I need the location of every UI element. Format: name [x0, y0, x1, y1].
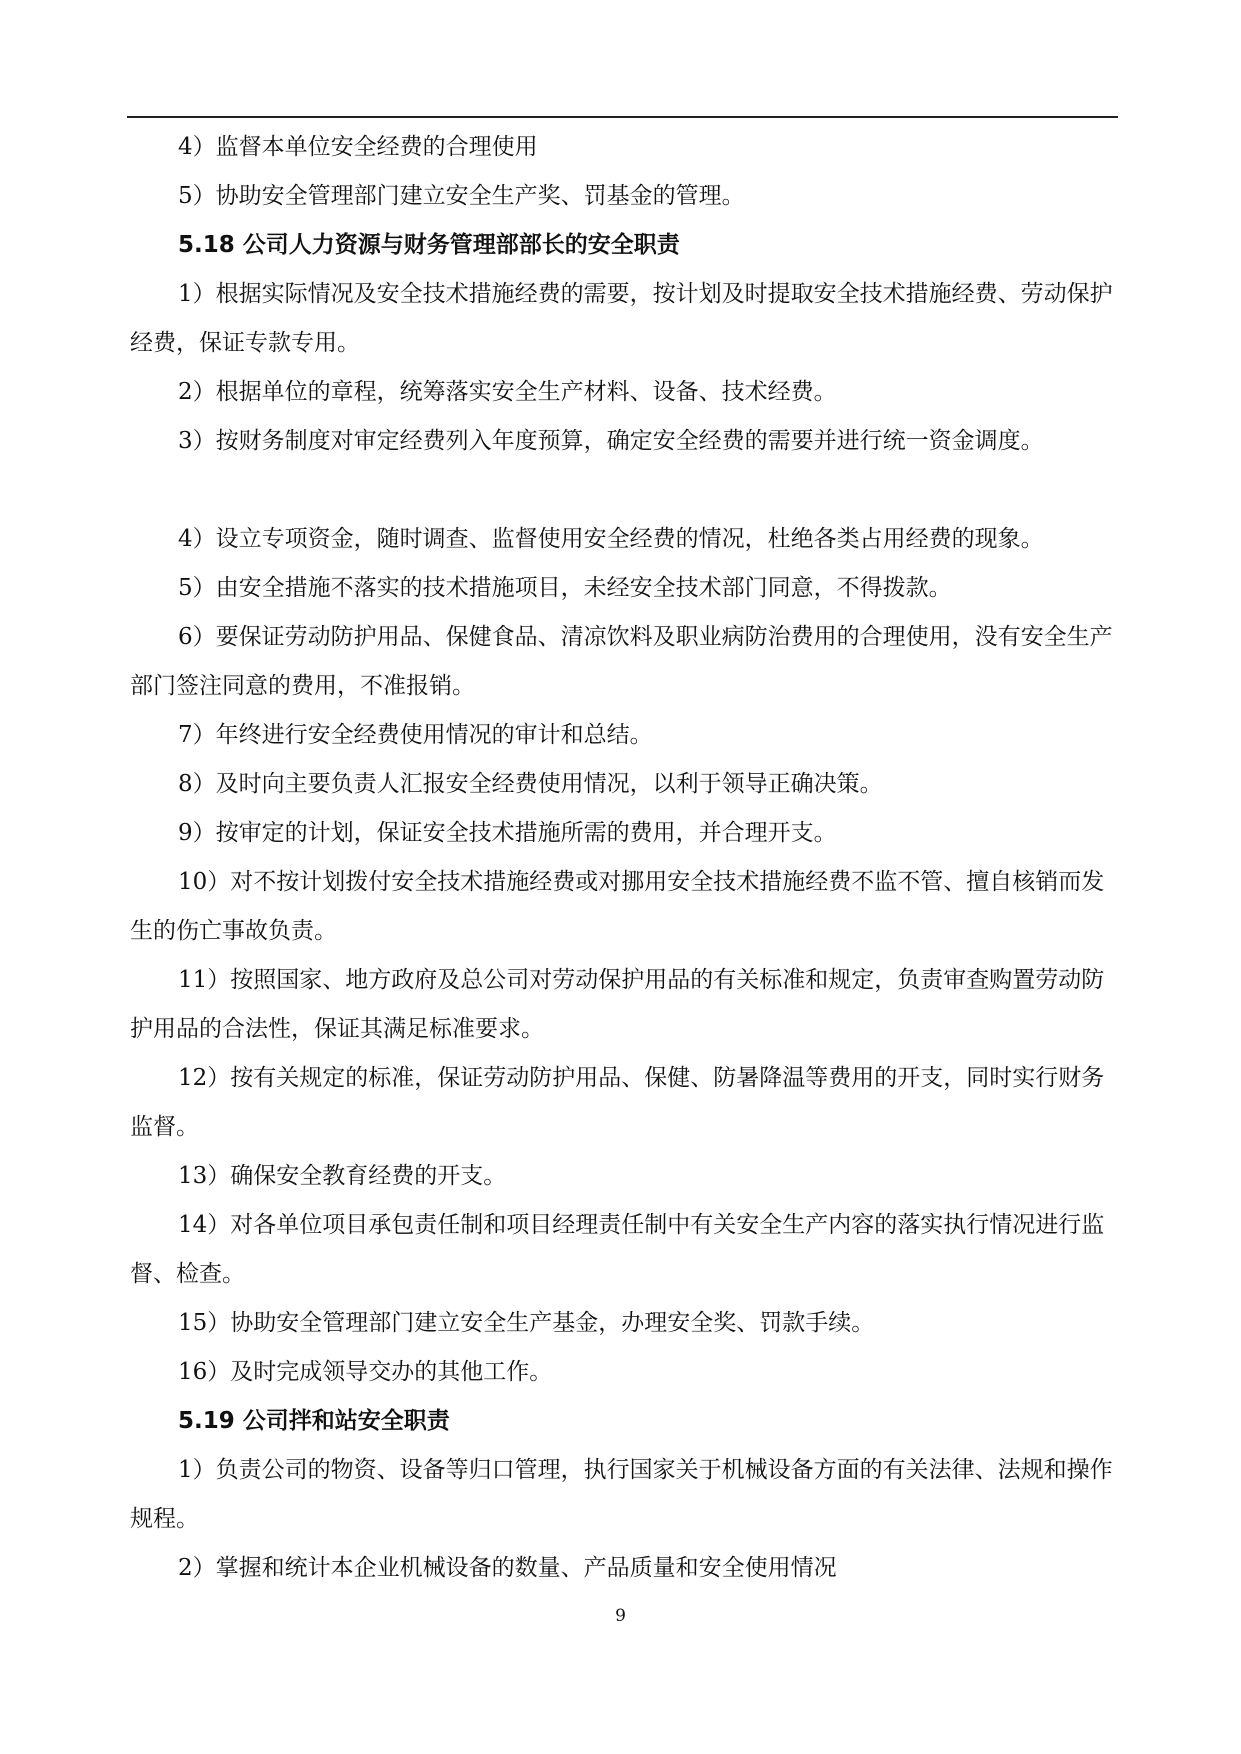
header-rule [127, 116, 1118, 118]
section-heading: 5.19 公司拌和站安全职责 [178, 1408, 450, 1434]
paragraph: 10）对不按计划拨付安全技术措施经费或对挪用安全技术措施经费不监不管、擅自核销而发生的伤亡事故负责。 [130, 869, 1105, 944]
paragraph: 1）根据实际情况及安全技术措施经费的需要，按计划及时提取安全技术措施经费、劳动保护经费，保证专款专用。 [130, 281, 1113, 356]
paragraph: 16）及时完成领导交办的其他工作。 [178, 1359, 553, 1385]
paragraph: 12）按有关规定的标准，保证劳动防护用品、保健、防暑降温等费用的开支，同时实行财务监督。 [130, 1065, 1105, 1140]
paragraph: 5）由安全措施不落实的技术措施项目，未经安全技术部门同意，不得拨款。 [178, 575, 952, 601]
paragraph: 4）设立专项资金，随时调查、监督使用安全经费的情况，杜绝各类占用经费的现象。 [178, 526, 1044, 552]
paragraph: 11）按照国家、地方政府及总公司对劳动保护用品的有关标准和规定，负责审查购置劳动防护用品的合法性，保证其满足标准要求。 [130, 967, 1105, 1042]
paragraph: 15）协助安全管理部门建立安全生产基金，办理安全奖、罚款手续。 [178, 1310, 875, 1336]
paragraph: 6）要保证劳动防护用品、保健食品、清凉饮料及职业病防治费用的合理使用，没有安全生产部门签注同意的费用，不准报销。 [130, 624, 1113, 699]
paragraph: 7）年终进行安全经费使用情况的审计和总结。 [178, 722, 653, 748]
paragraph: 5）协助安全管理部门建立安全生产奖、罚基金的管理。 [178, 183, 745, 209]
document-body [130, 123, 1118, 1593]
paragraph: 8）及时向主要负责人汇报安全经费使用情况，以利于领导正确决策。 [178, 771, 883, 797]
blank-line [130, 466, 1118, 515]
paragraph: 2）掌握和统计本企业机械设备的数量、产品质量和安全使用情况 [178, 1555, 837, 1581]
paragraph: 13）确保安全教育经费的开支。 [178, 1163, 507, 1189]
paragraph: 14）对各单位项目承包责任制和项目经理责任制中有关安全生产内容的落实执行情况进行监督、检查。 [130, 1212, 1105, 1287]
paragraph: 3）按财务制度对审定经费列入年度预算，确定安全经费的需要并进行统一资金调度。 [178, 428, 1044, 454]
paragraph: 2）根据单位的章程，统筹落实安全生产材料、设备、技术经费。 [178, 379, 837, 405]
paragraph: 1）负责公司的物资、设备等归口管理，执行国家关于机械设备方面的有关法律、法规和操作规程。 [130, 1457, 1113, 1532]
page-number: 9 [615, 1606, 626, 1626]
paragraph: 9）按审定的计划，保证安全技术措施所需的费用，并合理开支。 [178, 820, 837, 846]
section-heading: 5.18 公司人力资源与财务管理部部长的安全职责 [178, 232, 680, 258]
paragraph: 4）监督本单位安全经费的合理使用 [178, 134, 538, 160]
